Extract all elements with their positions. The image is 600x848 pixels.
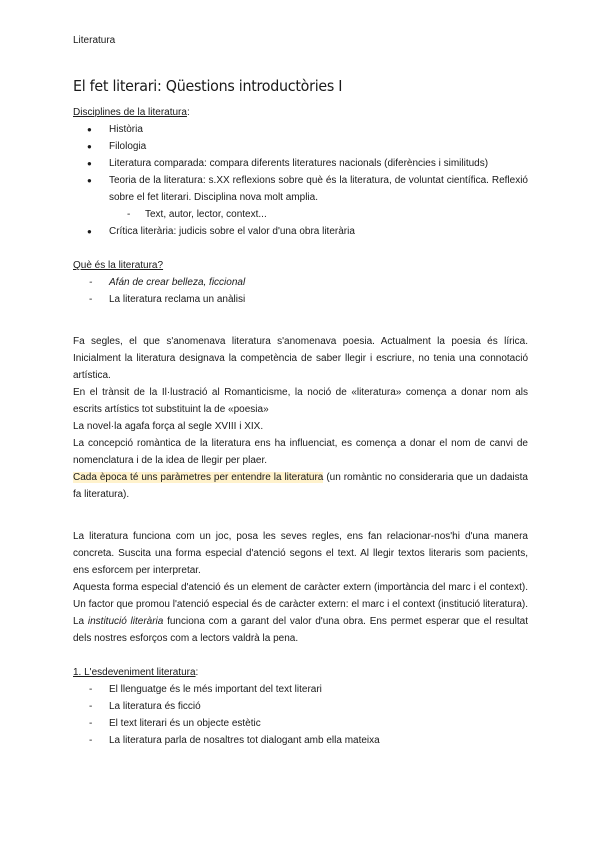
list-item: ● Història (73, 121, 528, 138)
paragraph: En el trànsit de la Il·lustració al Romanticisme, la noció de «literatura» comença a donar nom als escrits artístics tot substituint la de «poesia» (73, 387, 528, 415)
section1-list (73, 681, 528, 749)
sub-list (73, 206, 528, 223)
list-item: - La literatura reclama un anàlisi (73, 291, 528, 308)
section1-heading-suffix: : (195, 667, 199, 678)
section1-heading-line (73, 664, 528, 681)
paragraph-text: Aquesta forma especial d'atenció és un element de caràcter extern (importància del marc i el context). Un factor que promou l'atenció especial és de caràcter extern: el marc i el context (institució literatura). La (73, 582, 528, 627)
italic-term: institució literària (87, 616, 164, 627)
section1-heading: 1. L'esdeveniment literatura (73, 667, 196, 678)
paragraph: La novel·la agafa força al segle XVIII i XIX. (73, 421, 264, 432)
list-item: - La literatura és ficció (73, 698, 528, 715)
list-item (73, 172, 528, 223)
list-item: ● Filologia (73, 138, 528, 155)
list-item: ● Literatura comparada: compara diferents literatures nacionals (diferències i similituds) (73, 155, 528, 172)
paragraph (73, 469, 528, 503)
sub-list-item: - Text, autor, lector, context... (73, 206, 528, 223)
what-is-list (73, 274, 528, 308)
list-item: - El text literari és un objecte estètic (73, 715, 528, 732)
disciplines-heading-suffix: : (186, 107, 190, 118)
list-item: - Afán de crear belleza, ficcional (73, 274, 528, 291)
paragraph: La literatura funciona com un joc, posa les seves regles, ens fan relacionar-nos'hi d'una manera concreta. Suscita una forma especial d'atenció segons el text. Al llegir textos literaris som pacients, ens esforcem per interpretar. (73, 531, 528, 576)
document-title: El fet literari: Qüestions introductòries I (73, 77, 343, 95)
disciplines-list (73, 121, 528, 240)
highlighted-text: Cada època té uns paràmetres per entendre la literatura (73, 472, 324, 483)
paragraph: Fa segles, el que s'anomenava literatura s'anomenava poesia. Actualment la poesia és lírica. Inicialment la literatura designava la competència de saber llegir i escriure, no tenia una connotació artística. (73, 336, 528, 381)
list-item: - La literatura parla de nosaltres tot dialogant amb ella mateixa (73, 732, 528, 749)
paragraph: La concepció romàntica de la literatura ens ha influenciat, es comença a donar el nom de canvi de nomenclatura i de la idea de llegir per plaer. (73, 438, 528, 466)
what-is-heading: Què és la literatura? (73, 260, 164, 271)
paragraph-text: funciona com a garant del valor d'una obra. Ens permet esperar que el resultat dels nostres esforços com a lectors valdrà la pena. (73, 616, 528, 644)
what-is-heading-line (73, 257, 528, 274)
list-item-text: ● Teoria de la literatura: s.XX reflexions sobre què és la literatura, de voluntat científica. Reflexió sobre el fet literari. Disciplina nova molt amplia. (109, 175, 528, 203)
list-item: ● Crítica literària: judicis sobre el valor d'una obra literària (73, 223, 528, 240)
running-header: Literatura (73, 35, 116, 46)
document-body (73, 104, 528, 749)
disciplines-heading-line (73, 104, 528, 121)
paragraph (73, 579, 528, 647)
disciplines-heading: Disciplines de la literatura (73, 107, 187, 118)
list-item: - El llenguatge és le més important del text literari (73, 681, 528, 698)
paragraph-text: (un romàntic no consideraria que un dadaista fa literatura). (73, 472, 528, 500)
